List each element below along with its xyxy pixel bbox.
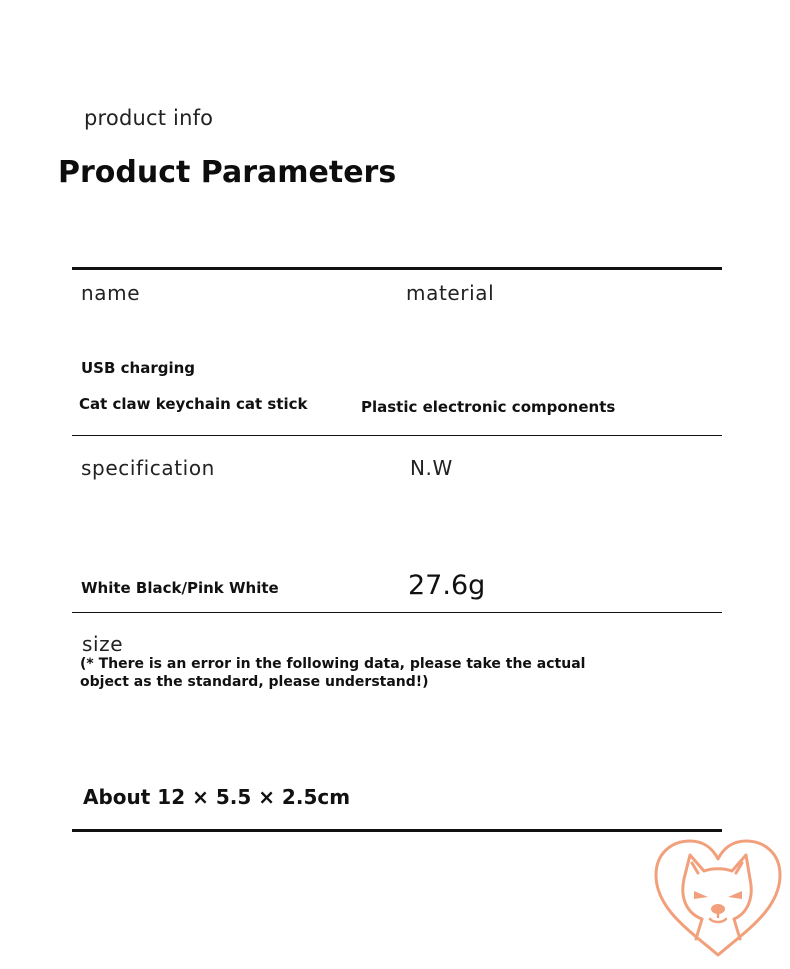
cat-heart-logo-icon [650, 835, 786, 961]
row-divider-2 [72, 612, 722, 613]
net-weight-value: 27.6g [408, 570, 486, 601]
specification-label: specification [81, 456, 215, 480]
size-label: size [82, 632, 124, 656]
net-weight-label: N.W [410, 456, 453, 480]
name-value-line2: Cat claw keychain cat stick [79, 395, 308, 413]
table-top-rule [72, 267, 722, 270]
material-value: Plastic electronic components [361, 398, 616, 416]
specification-value: White Black/Pink White [81, 579, 279, 597]
page-title: Product Parameters [58, 155, 397, 190]
section-subtitle: product info [84, 106, 214, 130]
size-disclaimer-note: (* There is an error in the following data, please take the actual object as the standard, please understand!) [80, 656, 586, 690]
name-value-line1: USB charging [81, 359, 196, 377]
size-value: About 12 × 5.5 × 2.5cm [83, 785, 351, 809]
table-bottom-rule [72, 829, 722, 832]
row-divider-1 [72, 435, 722, 436]
name-label: name [81, 281, 141, 305]
material-label: material [406, 281, 495, 305]
